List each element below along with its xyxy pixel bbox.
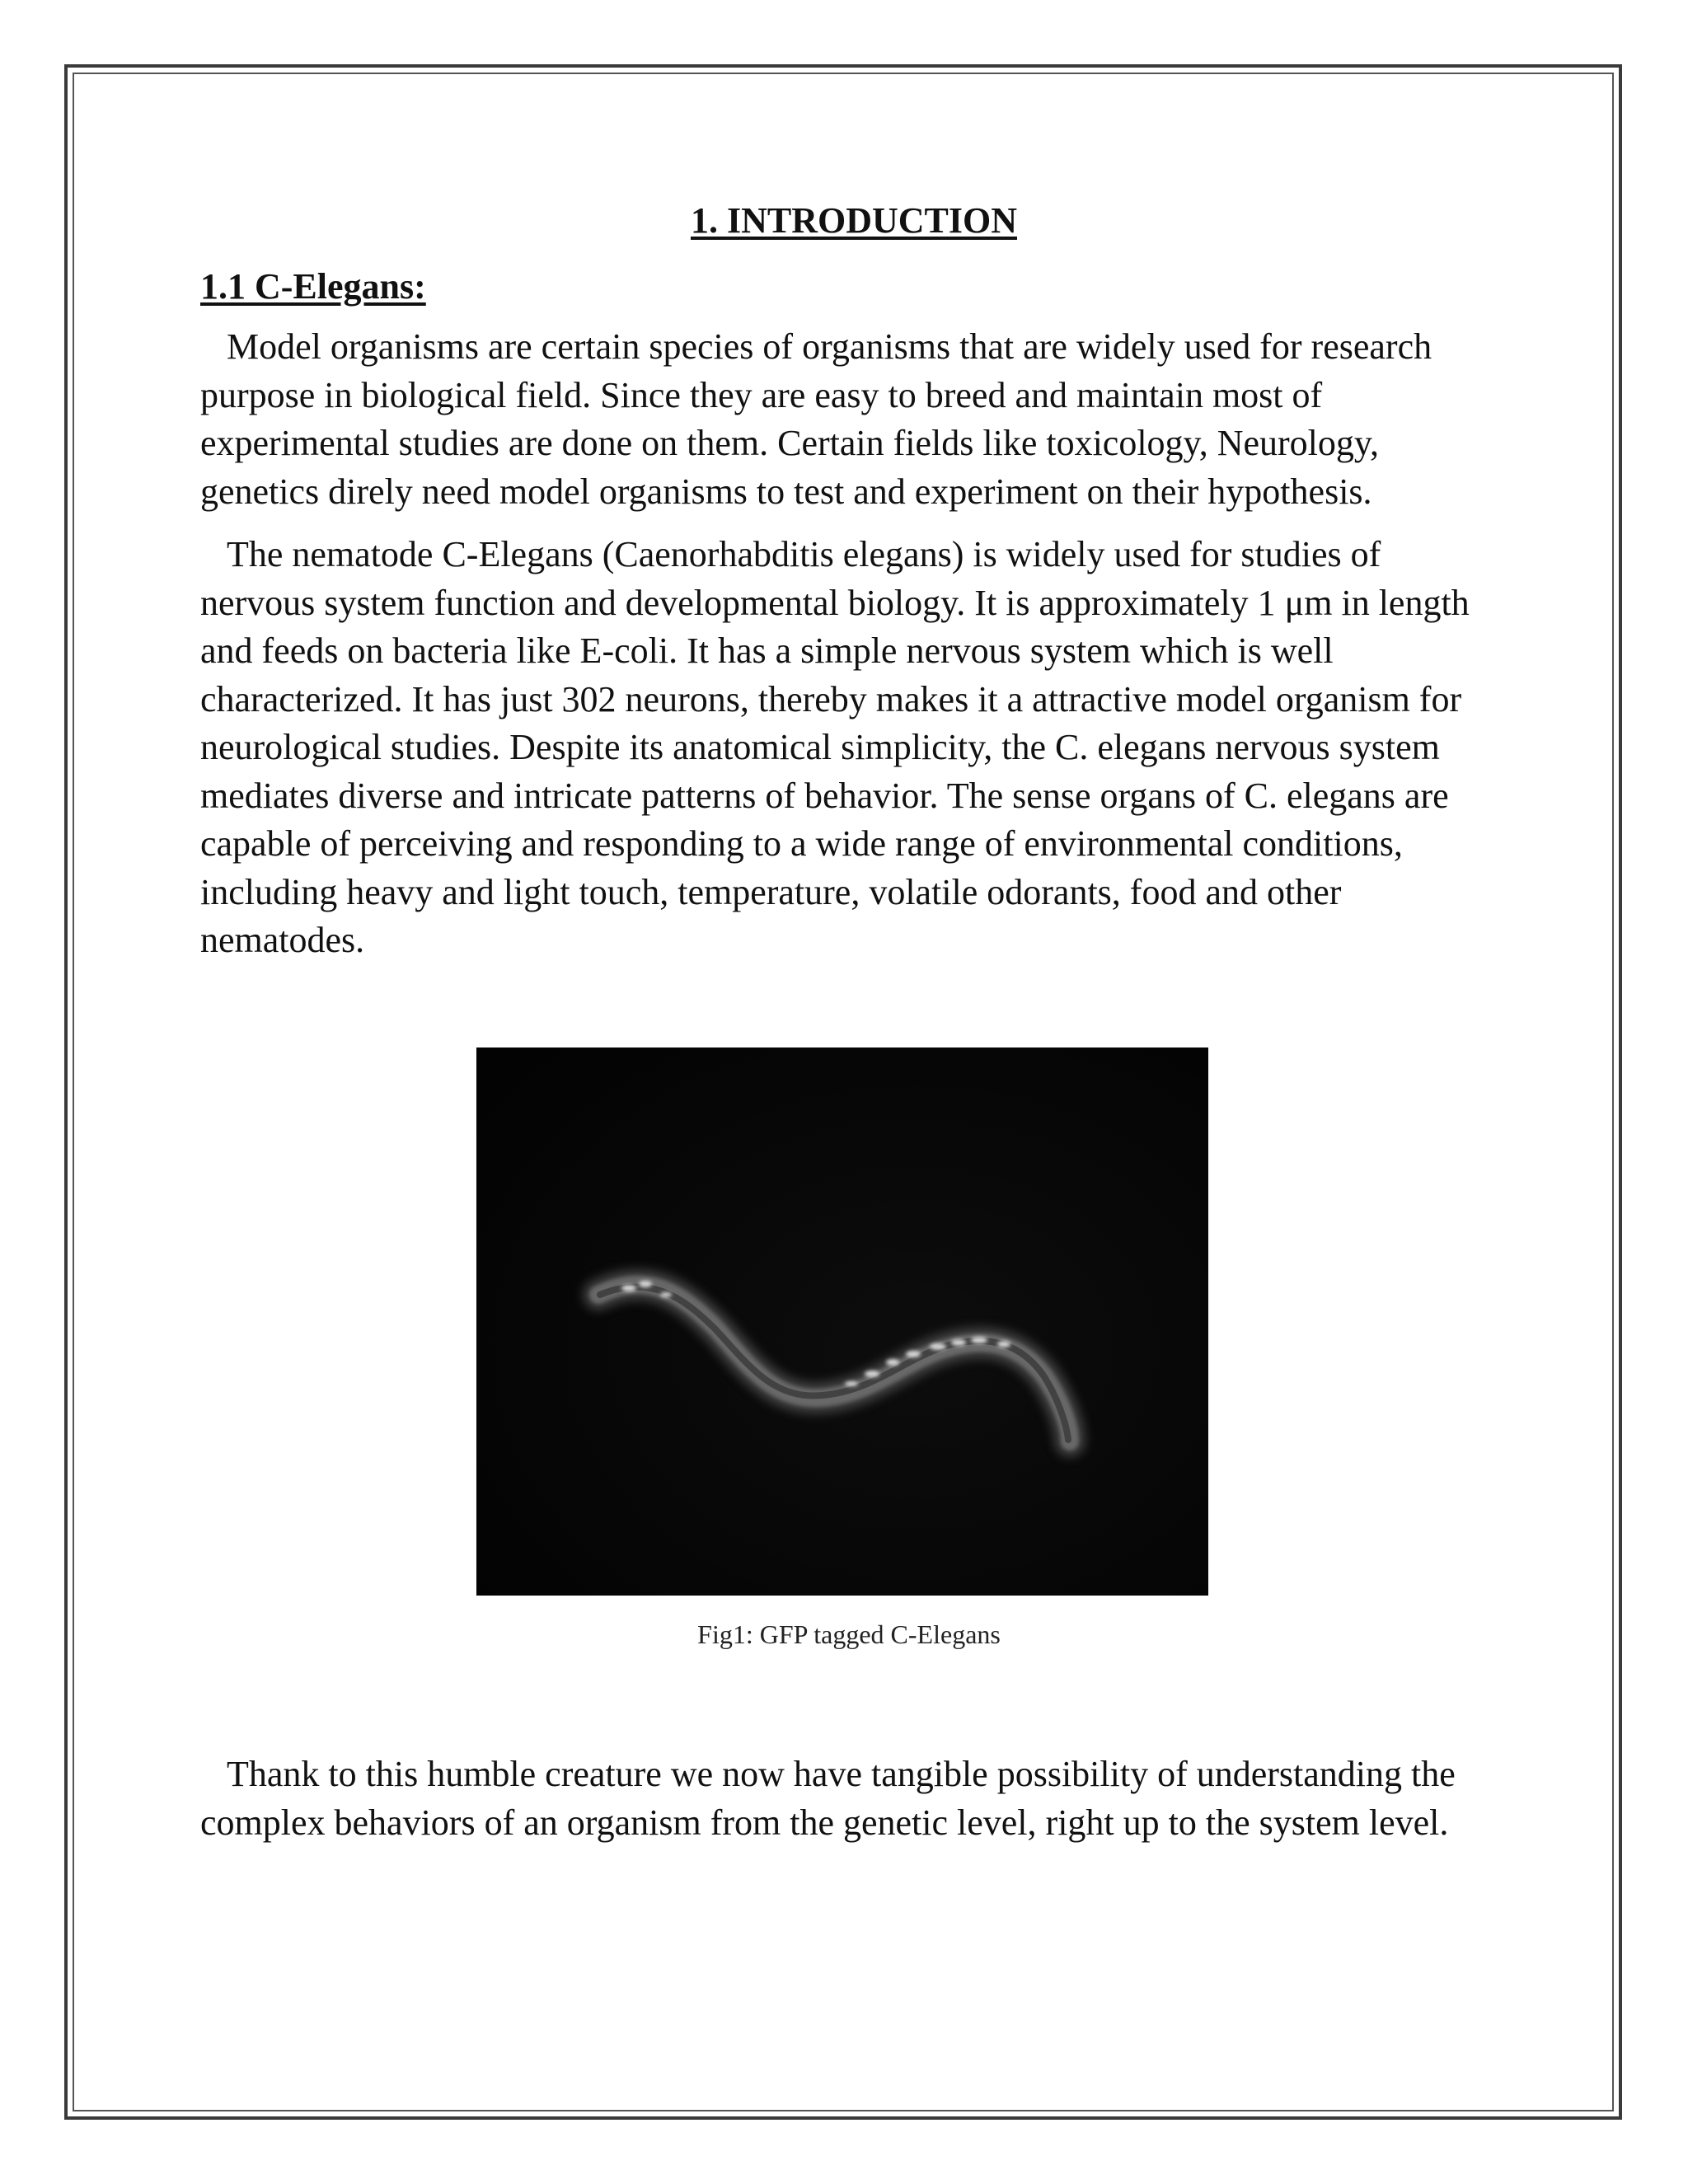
chapter-title: 1. INTRODUCTION: [690, 200, 1018, 241]
figure-caption: [0, 1618, 1688, 1651]
figure-gfp-c-elegans: [476, 1047, 1208, 1596]
section-title: 1.1 C-Elegans:: [200, 266, 426, 307]
paragraph-1: Model organisms are certain species of organisms that are widely used for research purpose in biological field. Since they are easy to breed and maintain most of experimental studies are done on them. Certain fields like toxicology, Neurology, genetics direly need model organisms to test and experiment on their hypothesis.: [200, 326, 1432, 512]
figure-caption-text: Fig1: GFP tagged C-Elegans: [697, 1619, 1001, 1649]
document-body: [200, 196, 1503, 965]
paragraph-2: The nematode C-Elegans (Caenorhabditis elegans) is widely used for studies of nervous system function and developmental biology. It is approximately 1 μm in length and feeds on bacteria like E-coli. It has a simple nervous system which is well characterized. It has just 302 neurons, thereby makes it a attractive model organism for neurological studies. Despite its anatomical simplicity, the C. elegans nervous system mediates diverse and intricate patterns of behavior. The sense organs of C. elegans are capable of perceiving and responding to a wide range of environmental conditions, including heavy and light touch, temperature, volatile odorants, food and other nematodes.: [200, 534, 1470, 960]
c-elegans-fluorescence-image: [476, 1047, 1208, 1596]
paragraph-3: Thank to this humble creature we now have tangible possibility of understanding the complex behaviors of an organism from the genetic level, right up to the system level.: [200, 1754, 1456, 1843]
